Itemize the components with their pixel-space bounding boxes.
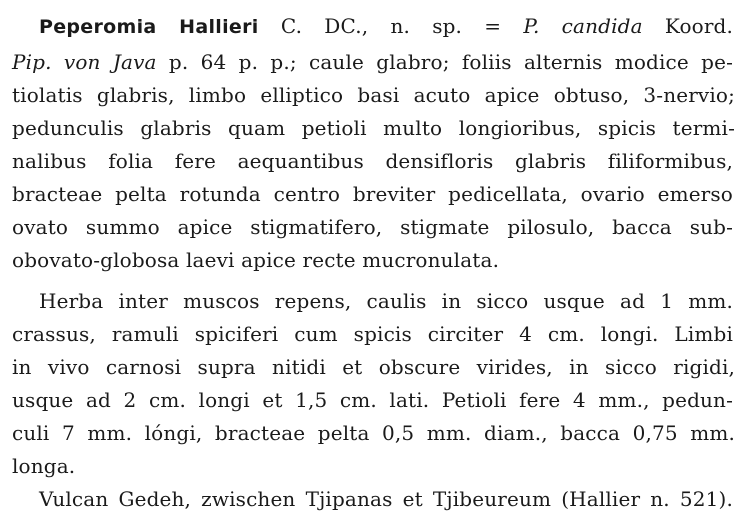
description-line-8: obovato-globosa laevi apice recte mucronulata. — [12, 248, 500, 272]
synonym-text: P. candida — [523, 14, 643, 38]
species-name: Peperomia Hallieri — [39, 16, 259, 38]
habit-line-6: longa. — [12, 454, 76, 478]
author-text: C. DC., n. sp. = — [280, 14, 524, 38]
description-line-5: nalibus folia fere aequantibus densifloris glabris filiformibus, — [12, 149, 733, 173]
habit-line-2: crassus, ramuli spiciferi cum spicis circiter 4 cm. longi. Limbi — [12, 322, 733, 346]
reference-title: Pip. von Java — [12, 50, 157, 74]
habit-line-3: in vivo carnosi supra nitidi et obscure virides, in sicco rigidi, — [12, 355, 735, 379]
description-line-6: bracteae pelta rotunda centro breviter pedicellata, ovario emerso — [12, 182, 733, 206]
habit-line-4: usque ad 2 cm. longi et 1,5 cm. lati. Petioli fere 4 mm., pedun- — [12, 388, 733, 412]
habit-line-1: Herba inter muscos repens, caulis in sicco usque ad 1 mm. — [39, 289, 733, 313]
description-line-1 — [39, 11, 733, 42]
locality-line: Vulcan Gedeh, zwischen Tjipanas et Tjibeureum (Hallier n. 521). — [39, 487, 733, 511]
description-line-4: pedunculis glabris quam petioli multo longioribus, spicis termi- — [12, 116, 735, 140]
synonym-author: Koord. — [642, 14, 733, 38]
description-line-7: ovato summo apice stigmatifero, stigmate pilosulo, bacca sub- — [12, 215, 733, 239]
description-line-2 — [12, 47, 733, 78]
habit-line-5: culi 7 mm. lóngi, bracteae pelta 0,5 mm. diam., bacca 0,75 mm. — [12, 421, 735, 445]
description-text: p. 64 p. p.; caule glabro; foliis alternis modice pe- — [156, 50, 733, 74]
description-line-3: tiolatis glabris, limbo elliptico basi acuto apice obtuso, 3-nervio; — [12, 83, 735, 107]
